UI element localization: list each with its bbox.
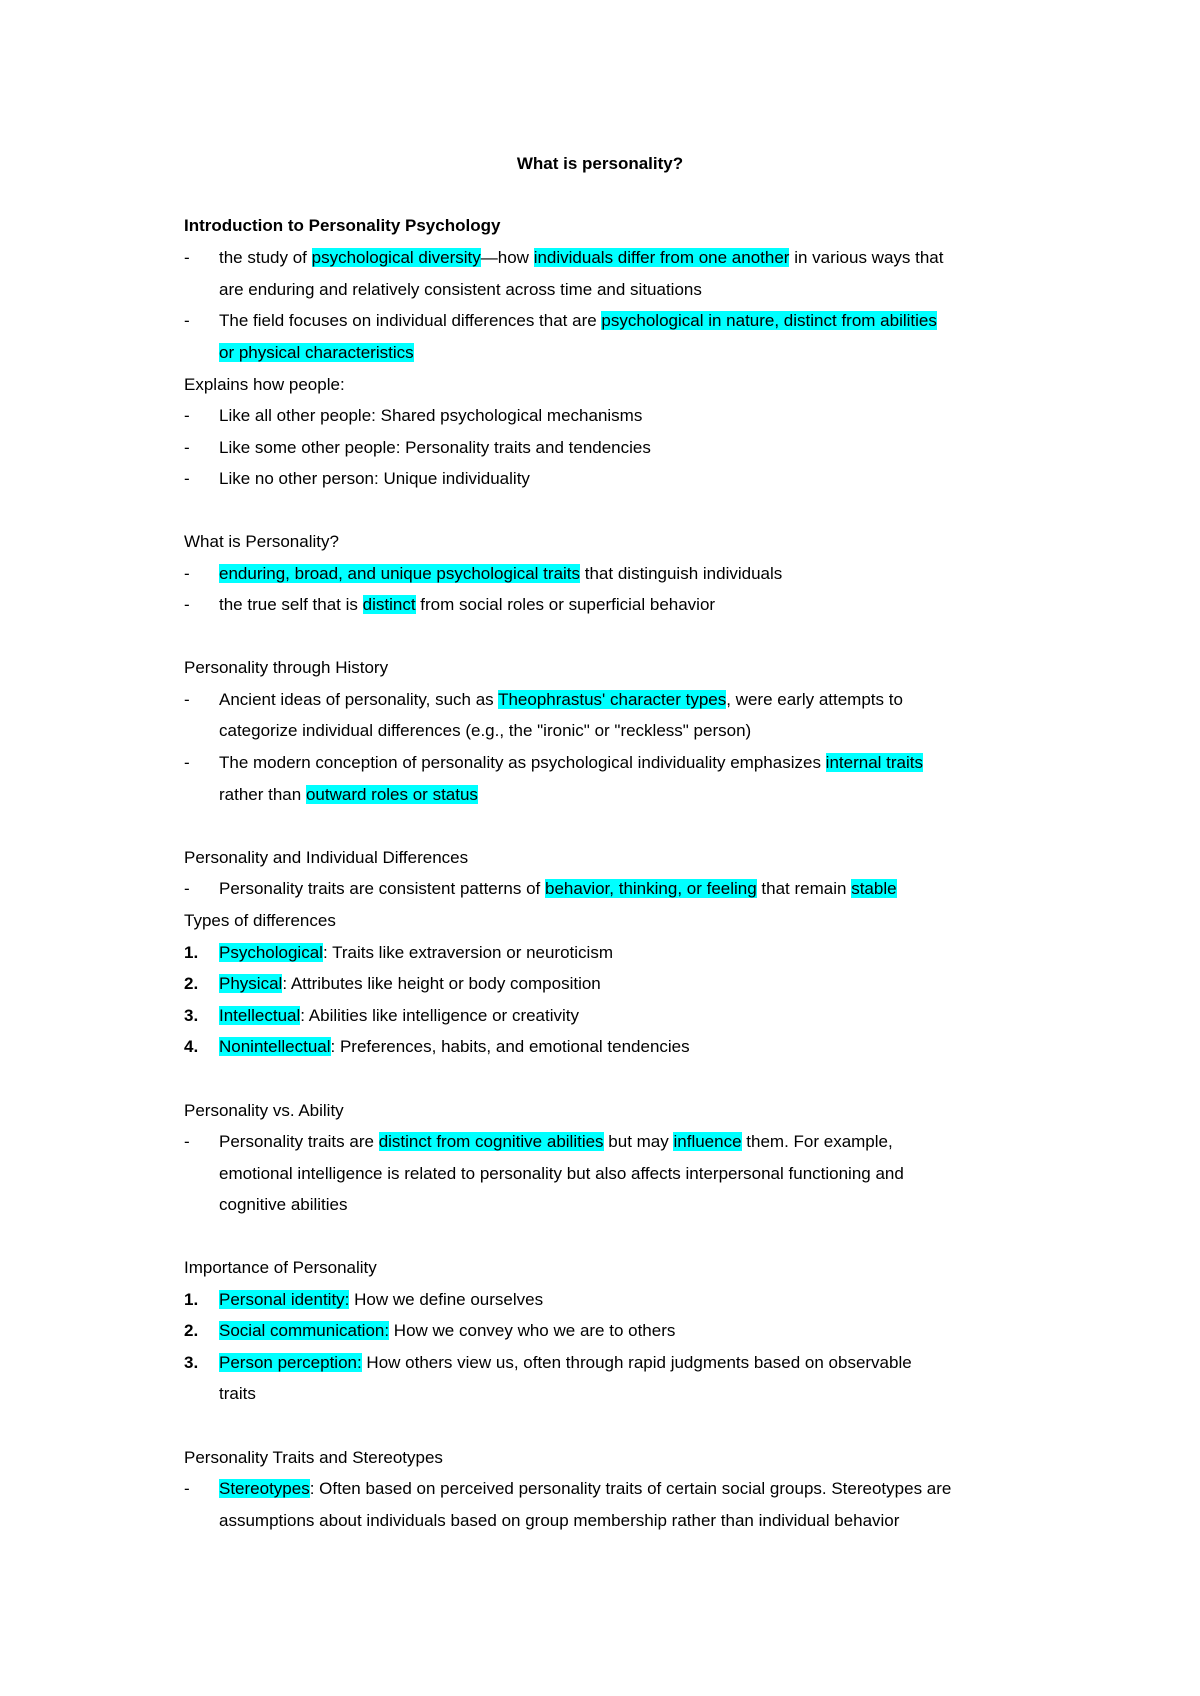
explains-item-2: Like some other people: Personality traits and tendencies <box>219 438 651 457</box>
stereotypes-bullet-1-cont: assumptions about individuals based on group membership rather than individual behavior <box>219 1511 900 1530</box>
intro-bullet-1 <box>219 246 1079 270</box>
list-number: 3. <box>184 1006 199 1025</box>
ability-bullet-1-cont-2: cognitive abilities <box>219 1195 348 1214</box>
bullet-dash: - <box>184 406 190 425</box>
text-run: The modern conception of personality as psychological individuality emphasizes <box>219 753 826 772</box>
text-run: in various ways that <box>789 248 944 267</box>
text-run: that remain <box>756 879 852 898</box>
text-run: How we convey who we are to others <box>389 1321 676 1340</box>
section-heading-history: Personality through History <box>184 658 389 677</box>
section-heading-intro: Introduction to Personality Psychology <box>184 216 501 235</box>
explains-item-3: Like no other person: Unique individuality <box>219 469 530 488</box>
type-item-psychological <box>219 941 1079 965</box>
list-number: 2. <box>184 974 199 993</box>
ability-bullet-1 <box>219 1130 1079 1154</box>
types-label: Types of differences <box>184 911 336 930</box>
text-run: Personality traits are consistent patterns of <box>219 879 545 898</box>
highlight-run: Person perception: <box>219 1353 362 1372</box>
text-run: —how <box>480 248 534 267</box>
highlight-run: Nonintellectual <box>219 1037 331 1056</box>
highlight-run: Intellectual <box>219 1006 301 1025</box>
highlight-run: Personal identity: <box>219 1290 350 1309</box>
highlight-run: individuals differ from one another <box>533 248 790 267</box>
text-run: from social roles or superficial behavior <box>415 595 716 614</box>
list-number: 3. <box>184 1353 199 1372</box>
highlight-run: Stereotypes <box>219 1479 310 1498</box>
list-number: 1. <box>184 1290 199 1309</box>
section-heading-differences: Personality and Individual Differences <box>184 848 469 867</box>
highlight-run: distinct <box>362 595 416 614</box>
text-run: Personality traits are <box>219 1132 379 1151</box>
section-heading-what: What is Personality? <box>184 532 339 551</box>
what-bullet-2 <box>219 593 1079 617</box>
section-heading-importance: Importance of Personality <box>184 1258 377 1277</box>
text-run: : Traits like extraversion or neuroticism <box>322 943 613 962</box>
history-bullet-1-cont: categorize individual differences (e.g., the "ironic" or "reckless" person) <box>219 721 752 740</box>
type-item-intellectual <box>219 1004 1079 1028</box>
text-run: : Abilities like intelligence or creativity <box>300 1006 580 1025</box>
text-run: , were early attempts to <box>726 690 903 709</box>
text-run: the study of <box>219 248 312 267</box>
text-run: rather than <box>219 785 306 804</box>
section-heading-ability: Personality vs. Ability <box>184 1101 344 1120</box>
highlight-run: Theophrastus' character types <box>498 690 727 709</box>
bullet-dash: - <box>184 438 190 457</box>
explains-label: Explains how people: <box>184 375 345 394</box>
highlight-run: outward roles or status <box>305 785 478 804</box>
ability-bullet-1-cont-1: emotional intelligence is related to personality but also affects interpersonal functioning and <box>219 1164 904 1183</box>
what-bullet-1 <box>219 562 1079 586</box>
bullet-dash: - <box>184 1479 190 1498</box>
text-run: them. For example, <box>741 1132 893 1151</box>
bullet-dash: - <box>184 1132 190 1151</box>
section-heading-stereotypes: Personality Traits and Stereotypes <box>184 1448 443 1467</box>
highlight-run: stable <box>851 879 897 898</box>
highlight-run: or physical characteristics <box>219 343 414 362</box>
highlight-run: Psychological <box>219 943 323 962</box>
bullet-dash: - <box>184 564 190 583</box>
stereotypes-bullet-1 <box>219 1477 1079 1501</box>
highlight-run: psychological diversity <box>311 248 481 267</box>
importance-item-identity <box>219 1288 1079 1312</box>
document-title: What is personality? <box>516 154 684 173</box>
bullet-dash: - <box>184 595 190 614</box>
intro-bullet-2-cont <box>219 341 1079 365</box>
text-run: How we define ourselves <box>349 1290 544 1309</box>
intro-bullet-1-cont: are enduring and relatively consistent across time and situations <box>219 280 702 299</box>
highlight-run: psychological in nature, distinct from abilities <box>601 311 937 330</box>
bullet-dash: - <box>184 248 190 267</box>
highlight-run: distinct from cognitive abilities <box>378 1132 604 1151</box>
bullet-dash: - <box>184 879 190 898</box>
list-number: 4. <box>184 1037 199 1056</box>
text-run: : Often based on perceived personality traits of certain social groups. Stereotypes are <box>309 1479 952 1498</box>
type-item-nonintellectual <box>219 1035 1079 1059</box>
highlight-run: internal traits <box>825 753 923 772</box>
history-bullet-2-cont <box>219 783 1079 807</box>
bullet-dash: - <box>184 690 190 709</box>
list-number: 1. <box>184 943 199 962</box>
type-item-physical <box>219 972 1079 996</box>
bullet-dash: - <box>184 753 190 772</box>
text-run: the true self that is <box>219 595 363 614</box>
highlight-run: influence <box>673 1132 742 1151</box>
text-run: but may <box>603 1132 674 1151</box>
text-run: Ancient ideas of personality, such as <box>219 690 499 709</box>
highlight-run: Physical <box>219 974 283 993</box>
text-run: : Attributes like height or body composition <box>282 974 601 993</box>
text-run: that distinguish individuals <box>580 564 783 583</box>
importance-item-perception-cont: traits <box>219 1384 256 1403</box>
highlight-run: enduring, broad, and unique psychological traits <box>219 564 581 583</box>
differences-bullet-1 <box>219 877 1079 901</box>
explains-item-1: Like all other people: Shared psychological mechanisms <box>219 406 643 425</box>
history-bullet-1 <box>219 688 1079 712</box>
text-run: How others view us, often through rapid judgments based on observable <box>361 1353 912 1372</box>
importance-item-communication <box>219 1319 1079 1343</box>
highlight-run: Social communication: <box>219 1321 390 1340</box>
text-run: The field focuses on individual differences that are <box>219 311 602 330</box>
bullet-dash: - <box>184 311 190 330</box>
highlight-run: behavior, thinking, or feeling <box>545 879 757 898</box>
importance-item-perception <box>219 1351 1079 1375</box>
history-bullet-2 <box>219 751 1079 775</box>
bullet-dash: - <box>184 469 190 488</box>
list-number: 2. <box>184 1321 199 1340</box>
text-run: : Preferences, habits, and emotional tendencies <box>330 1037 690 1056</box>
intro-bullet-2 <box>219 309 1079 333</box>
